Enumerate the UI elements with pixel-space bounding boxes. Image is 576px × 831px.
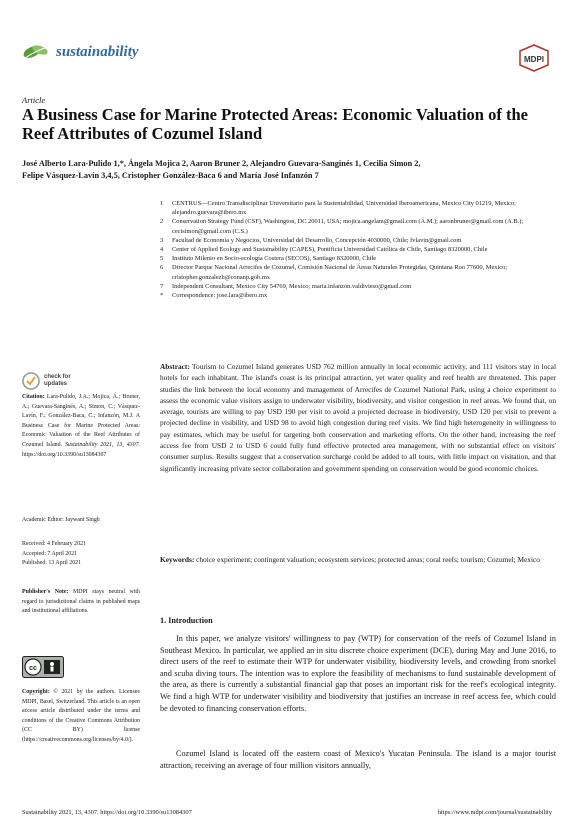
affiliation-item: 4 Center of Applied Ecology and Sustainability (CAPES), Pontificia Universidad Católica de Chile, Santiago 8320000, Chile: [160, 246, 488, 254]
publication-dates: [22, 540, 140, 569]
correspondence: * Correspondence: jose.lara@ibero.mx: [160, 292, 268, 300]
journal-logo: [22, 40, 139, 64]
citation-block: Citation: Lara-Pulido, J.A.; Mojica, Á.; Bruner, A.; Guevara-Sanginés, A.; Simon, C.; Vásquez-Lavín, F.; González-Baca, C.; Infanzón, M.J. A Business Case for Marine Protected Areas: Economic Valuation of the Reef Attributes of Cozumel Island. Sustainability 2021, 13, 4307. https://doi.org/10.3390/su13084307: [22, 394, 140, 458]
check-updates-icon: [22, 372, 40, 390]
mdpi-logo-icon: [516, 44, 552, 72]
body-paragraph: Cozumel Island is located off the eastern coast of Mexico's Yucatan Peninsula. The island is a major tourist attraction, receiving an average of four million visitors annually,: [160, 749, 556, 770]
affiliation-item: 5 Instituto Milenio en Socio-ecología Costera (SECOS), Santiago 8320000, Chile: [160, 255, 377, 263]
svg-text:cc: cc: [29, 665, 37, 672]
affiliation-item: 2 Conservation Strategy Fund (CSF), Washington, DC 20011, USA; mojica.angelam@gmail.com (Á.M.); aaronbruner@gmail.com (A.B.); cecisimon@gmail.com (C.S.): [160, 218, 524, 235]
footer-citation: Sustainability 2021, 13, 4307. https://doi.org/10.3390/su13084307: [22, 809, 192, 816]
article-type: Article: [22, 95, 46, 105]
journal-url-link[interactable]: https://www.mdpi.com/journal/sustainability: [437, 809, 552, 816]
keywords: Keywords: choice experiment; contingent valuation; ecosystem services; protected areas; coral reefs; tourism; Cozumel; Mexico: [160, 555, 540, 564]
affiliations: [160, 199, 550, 300]
authors-line-2: Felipe Vásquez-Lavín 3,4,5, Cristopher González-Baca 6 and María José Infanzón 7: [22, 171, 319, 180]
journal-name: sustainability: [56, 43, 139, 60]
article-title: A Business Case for Marine Protected Areas: Economic Valuation of the Reef Attributes of Cozumel Island: [22, 105, 528, 143]
leaf-logo-icon: [22, 40, 50, 64]
check-for-updates-button[interactable]: check for updates: [22, 372, 71, 390]
date-published: Published: 13 April 2021: [22, 560, 82, 567]
date-received: Received: 4 February 2021: [22, 541, 86, 547]
abstract: Abstract: Tourism to Cozumel Island generates USD 762 million annually in local economic activity, and 111 visitors stay in local hotels for each inhabitant. The island's coast is its principal attraction, yet water quality and reef health are threatened. This paper studies the link between the local economy and management of Arrecifes de Cozumel National Park, using a choice experiment to assess the economic value visitors assign to underwater visibility, biodiversity, and visitor congestion in reef areas. We found that, on average, tourists are willing to pay USD 190 per visit to avoid a projected decrease in biodiversity, USD 120 per visit to prevent a projected decline in visibility, and USD 98 to avoid high congestion during reef visits. We find high heterogeneity in willingness to pay estimates, which may be useful for targeting both conservation and marketing efforts. On the other hand, increasing the reef access fee from USD 2 to USD 6 could fully fund effective protected area management, with no substantial effect on visitors' consumer surplus. Results suggest that a conservation surcharge could be added to all tours, with little impact on visitation, and that significantly increasing private sector collaboration and government spending on conservation would be good economic choices.: [160, 362, 556, 473]
affiliation-item: 7 Independent Consultant, Mexico City 54769, Mexico; maria.infanzon.valdivieso@gmail.com: [160, 282, 412, 290]
authors-line-1: José Alberto Lara-Pulido 1,*, Ángela Mojica 2, Aaron Bruner 2, Alejandro Guevara-Sanginés 1, Cecilia Simon 2,: [22, 159, 421, 168]
date-accepted: Accepted: 7 April 2021: [22, 550, 78, 557]
doi-link[interactable]: https://doi.org/10.3390/su13084307: [22, 451, 107, 458]
affiliation-item: 3 Facultad de Economía y Negocios, Universidad del Desarrollo, Concepción 4030000, Chile; fvlavin@gmail.com: [160, 236, 462, 244]
body-paragraph: In this paper, we analyze visitors' willingness to pay (WTP) for conservation of the reefs of Cozumel Island in Southeast Mexico. In particular, we applied an in situ discrete choice experiment (DCE), during May and June 2016, to direct users of the reef to estimate their WTP for underwater visibility, biodiversity levels, and crowding from snorkel and scuba diving tours. The intention was to explore the feasibility of mechanisms to fund sustainable development of the area, as there is currently a substantial financial gap that poses an important risk for the reef's ecological integrity. We find a high WTP for underwater visibility and biodiversity that justifies an increase in reef access fee, which could be devoted to financing conservation efforts.: [160, 634, 556, 713]
publisher-note: Publisher's Note: MDPI stays neutral with regard to jurisdictional claims in published maps and institutional affiliations.: [22, 589, 140, 615]
affiliation-item: 6 Director Parque Nacional Arrecifes de Cozumel, Comisión Nacional de Áreas Naturales Protegidas, Quintana Roo 77600, Mexico; cristopher.gonzalezb@conanp.gob.mx: [160, 264, 508, 281]
cc-by-license-icon[interactable]: [22, 656, 64, 678]
mdpi-text: MDPI: [524, 55, 544, 64]
page-footer: [22, 809, 552, 816]
author-list: [22, 158, 562, 182]
academic-editor: Academic Editor: Jaywant Singh: [22, 517, 100, 523]
affiliation-item: 1 CENTRUS—Centro Transdisciplinar Universitario para la Sustentabilidad, Universidad Iberoamericana, Mexico City 01219, Mexico; alejandro.guevara@ibero.mx: [160, 200, 516, 217]
copyright-block: Copyright: © 2021 by the authors. Licensee MDPI, Basel, Switzerland. This article is an open access article distributed under the terms and conditions of the Creative Commons Attribution (CC BY) license (https://creativecommons.org/licenses/by/4.0/).: [22, 689, 140, 743]
section-heading: 1. Introduction: [160, 616, 213, 625]
